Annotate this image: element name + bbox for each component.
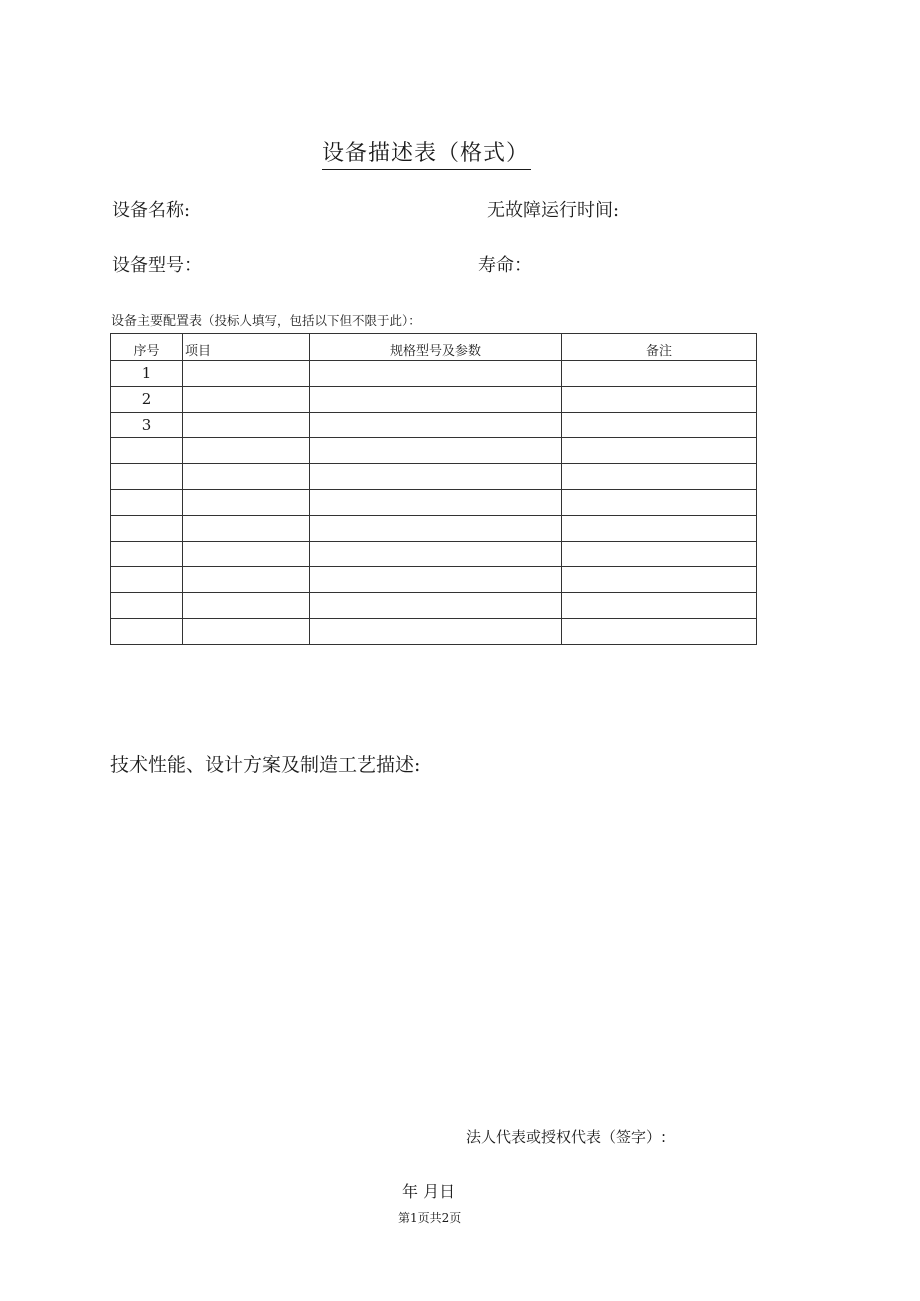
- cell-serial: [111, 541, 183, 567]
- cell-serial: [111, 567, 183, 593]
- cell-item: [183, 438, 310, 464]
- cell-item: [183, 412, 310, 438]
- cell-spec: [310, 412, 562, 438]
- mtbf-label: 无故障运行时间:: [487, 200, 620, 221]
- table-row: [111, 618, 757, 644]
- table-row: [111, 593, 757, 619]
- cell-serial: 1: [111, 361, 183, 387]
- signature-label: 法人代表或授权代表（签字）:: [466, 1128, 667, 1146]
- description-section-label: 技术性能、设计方案及制造工艺描述:: [110, 754, 421, 776]
- device-name-label: 设备名称:: [112, 200, 191, 221]
- cell-item: [183, 593, 310, 619]
- table-row: [111, 386, 757, 412]
- cell-serial: [111, 515, 183, 541]
- config-table-caption-main: 设备主要配置表: [111, 314, 203, 329]
- cell-serial: 3: [111, 412, 183, 438]
- cell-spec: [310, 489, 562, 515]
- cell-item: [183, 361, 310, 387]
- cell-remarks: [562, 438, 757, 464]
- table-row: [111, 361, 757, 387]
- cell-spec: [310, 541, 562, 567]
- header-serial: 序号: [111, 334, 183, 361]
- cell-spec: [310, 515, 562, 541]
- cell-item: [183, 567, 310, 593]
- cell-serial: [111, 438, 183, 464]
- cell-remarks: [562, 567, 757, 593]
- header-spec: 规格型号及参数: [310, 334, 562, 361]
- page-footer: 第1页共2页: [398, 1211, 462, 1225]
- cell-remarks: [562, 412, 757, 438]
- cell-serial: [111, 464, 183, 490]
- config-table: [110, 333, 757, 645]
- config-table-body: [111, 361, 757, 645]
- header-remarks: 备注: [562, 334, 757, 361]
- date-label: 年 月日: [402, 1182, 456, 1201]
- cell-item: [183, 541, 310, 567]
- cell-remarks: [562, 541, 757, 567]
- cell-serial: [111, 489, 183, 515]
- table-row: [111, 489, 757, 515]
- cell-spec: [310, 464, 562, 490]
- cell-remarks: [562, 593, 757, 619]
- cell-remarks: [562, 489, 757, 515]
- header-item: 项目: [183, 334, 310, 361]
- config-table-caption: [111, 312, 421, 331]
- table-row: [111, 515, 757, 541]
- cell-remarks: [562, 618, 757, 644]
- cell-item: [183, 464, 310, 490]
- table-row: [111, 438, 757, 464]
- config-table-caption-note: （投标人填写，包括以下但不限于此）：: [202, 313, 421, 328]
- cell-spec: [310, 438, 562, 464]
- cell-remarks: [562, 464, 757, 490]
- cell-serial: 2: [111, 386, 183, 412]
- cell-item: [183, 386, 310, 412]
- cell-spec: [310, 361, 562, 387]
- cell-remarks: [562, 361, 757, 387]
- cell-serial: [111, 593, 183, 619]
- cell-item: [183, 489, 310, 515]
- config-table-header-row: [111, 334, 757, 361]
- cell-item: [183, 515, 310, 541]
- cell-spec: [310, 567, 562, 593]
- table-row: [111, 464, 757, 490]
- cell-serial: [111, 618, 183, 644]
- cell-item: [183, 618, 310, 644]
- table-row: [111, 412, 757, 438]
- cell-spec: [310, 593, 562, 619]
- lifespan-label: 寿命：: [478, 255, 532, 276]
- cell-spec: [310, 386, 562, 412]
- cell-remarks: [562, 515, 757, 541]
- page-title: 设备描述表（格式）: [322, 140, 531, 170]
- cell-spec: [310, 618, 562, 644]
- table-row: [111, 541, 757, 567]
- cell-remarks: [562, 386, 757, 412]
- device-model-label: 设备型号：: [112, 255, 202, 276]
- table-row: [111, 567, 757, 593]
